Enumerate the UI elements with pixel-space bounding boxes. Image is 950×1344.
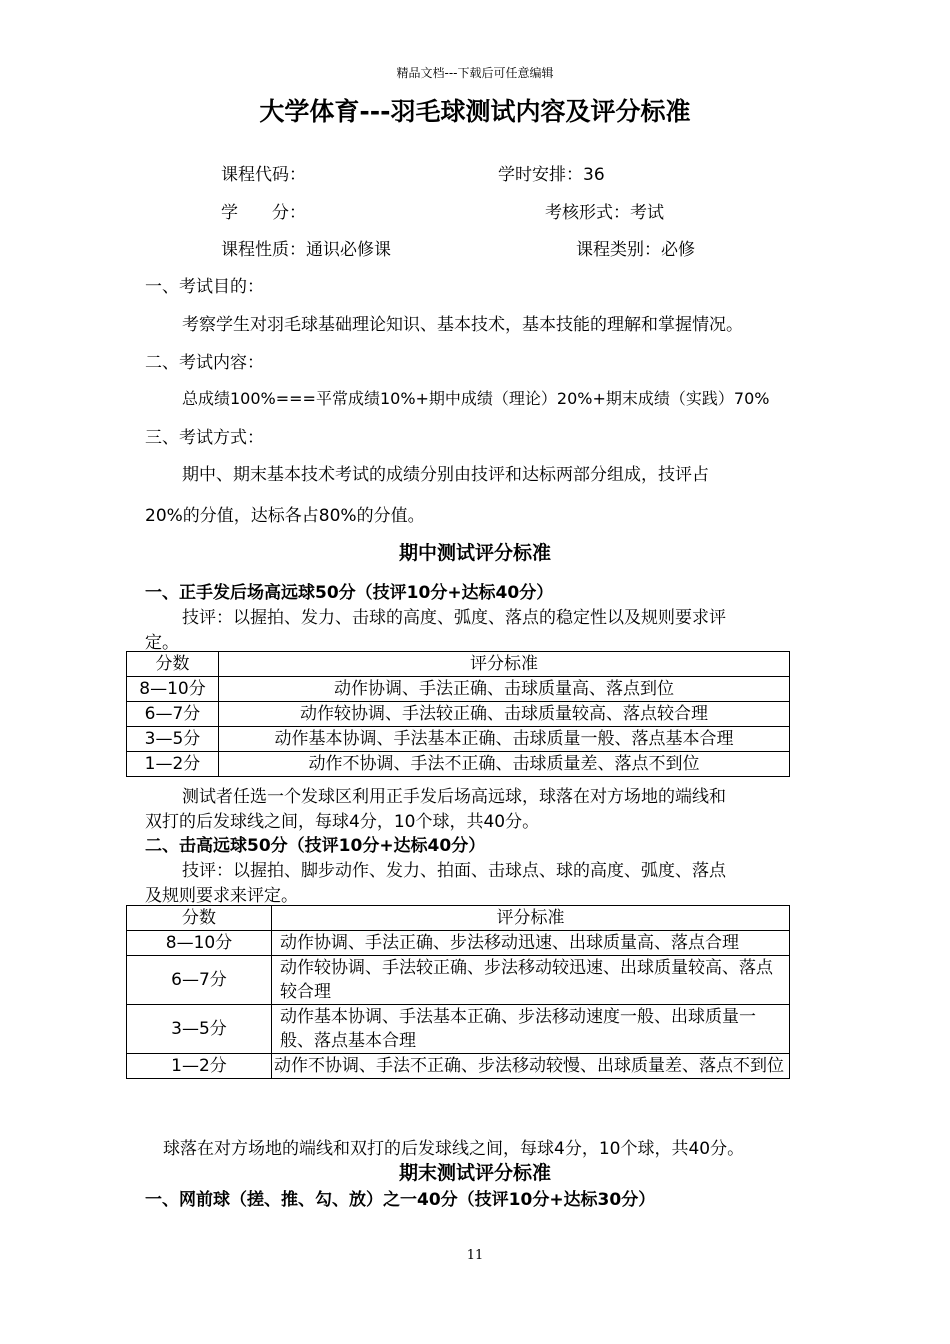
section-3-body-line2: 20%的分值，达标各占80%的分值。 <box>145 506 425 526</box>
table-row <box>127 1005 790 1054</box>
midterm-item2-desc-line2: 及规则要求来评定。 <box>145 886 298 906</box>
document-title: 大学体育---羽毛球测试内容及评分标准 <box>259 97 691 126</box>
course-hours: 学时安排：36 <box>498 165 605 185</box>
criteria-cell: 动作协调、手法正确、击球质量高、落点到位 <box>219 677 790 702</box>
criteria-cell: 动作不协调、手法不正确、步法移动较慢、出球质量差、落点不到位 <box>272 1054 790 1079</box>
course-credit: 学 分： <box>221 203 306 223</box>
criteria-cell: 动作不协调、手法不正确、击球质量差、落点不到位 <box>219 752 790 777</box>
page-number: 11 <box>466 1248 484 1263</box>
criteria-cell: 动作较协调、手法较正确、击球质量较高、落点较合理 <box>219 702 790 727</box>
criteria-cell: 动作协调、手法正确、步法移动迅速、出球质量高、落点合理 <box>272 931 790 956</box>
final-title: 期末测试评分标准 <box>398 1162 551 1184</box>
table-header-cell: 评分标准 <box>272 906 790 931</box>
criteria-cell: 动作基本协调、手法基本正确、步法移动速度一般、出球质量一般、落点基本合理 <box>272 1005 790 1054</box>
table-header-cell: 分数 <box>127 652 219 677</box>
section-1-heading: 一、考试目的： <box>145 277 264 297</box>
section-1-body: 考察学生对羽毛球基础理论知识、基本技术，基本技能的理解和掌握情况。 <box>182 315 743 335</box>
section-3-body-line1: 期中、期末基本技术考试的成绩分别由技评和达标两部分组成，技评占 <box>182 465 709 485</box>
table-row <box>127 727 790 752</box>
midterm-item1-heading: 一、正手发后场高远球50分（技评10分+达标40分） <box>145 583 554 603</box>
midterm-title: 期中测试评分标准 <box>398 542 551 564</box>
table-row <box>127 956 790 1005</box>
table-header-cell: 评分标准 <box>219 652 790 677</box>
table-header-row <box>127 906 790 931</box>
section-2-body: 总成绩100%===平常成绩10%+期中成绩（理论）20%+期末成绩（实践）70% <box>182 389 770 408</box>
final-item1-heading: 一、网前球（搓、推、勾、放）之一40分（技评10分+达标30分） <box>145 1190 656 1210</box>
midterm-table-2 <box>126 905 790 1079</box>
score-cell: 3—5分 <box>127 1005 272 1054</box>
table-row <box>127 752 790 777</box>
score-cell: 6—7分 <box>127 956 272 1005</box>
midterm-item2-desc-line1: 技评：以握拍、脚步动作、发力、拍面、击球点、球的高度、弧度、落点 <box>182 861 726 881</box>
midterm-table-1 <box>126 651 790 777</box>
midterm-item1-note-line2: 双打的后发球线之间，每球4分，10个球，共40分。 <box>145 812 540 832</box>
midterm-item1-note-line1: 测试者任选一个发球区利用正手发后场高远球，球落在对方场地的端线和 <box>182 787 726 807</box>
table-row <box>127 1054 790 1079</box>
assessment-form: 考核形式：考试 <box>545 203 664 223</box>
score-cell: 1—2分 <box>127 1054 272 1079</box>
score-cell: 1—2分 <box>127 752 219 777</box>
table-row <box>127 702 790 727</box>
course-nature: 课程性质：通识必修课 <box>221 240 391 260</box>
score-cell: 8—10分 <box>127 931 272 956</box>
score-cell: 3—5分 <box>127 727 219 752</box>
score-cell: 6—7分 <box>127 702 219 727</box>
midterm-item2-note: 球落在对方场地的端线和双打的后发球线之间，每球4分，10个球，共40分。 <box>163 1139 745 1159</box>
table-header-row <box>127 652 790 677</box>
section-3-heading: 三、考试方式： <box>145 428 264 448</box>
course-code: 课程代码： <box>221 165 306 185</box>
criteria-cell: 动作较协调、手法较正确、步法移动较迅速、出球质量较高、落点较合理 <box>272 956 790 1005</box>
criteria-cell: 动作基本协调、手法基本正确、击球质量一般、落点基本合理 <box>219 727 790 752</box>
midterm-item1-desc-line2: 定。 <box>145 633 179 653</box>
score-cell: 8—10分 <box>127 677 219 702</box>
table-header-cell: 分数 <box>127 906 272 931</box>
midterm-item2-heading: 二、击高远球50分（技评10分+达标40分） <box>145 836 486 856</box>
table-row <box>127 931 790 956</box>
header-note: 精品文档---下载后可任意编辑 <box>396 66 554 80</box>
midterm-item1-desc-line1: 技评：以握拍、发力、击球的高度、弧度、落点的稳定性以及规则要求评 <box>182 608 726 628</box>
section-2-heading: 二、考试内容： <box>145 353 264 373</box>
table-row <box>127 677 790 702</box>
course-category: 课程类别：必修 <box>576 240 695 260</box>
